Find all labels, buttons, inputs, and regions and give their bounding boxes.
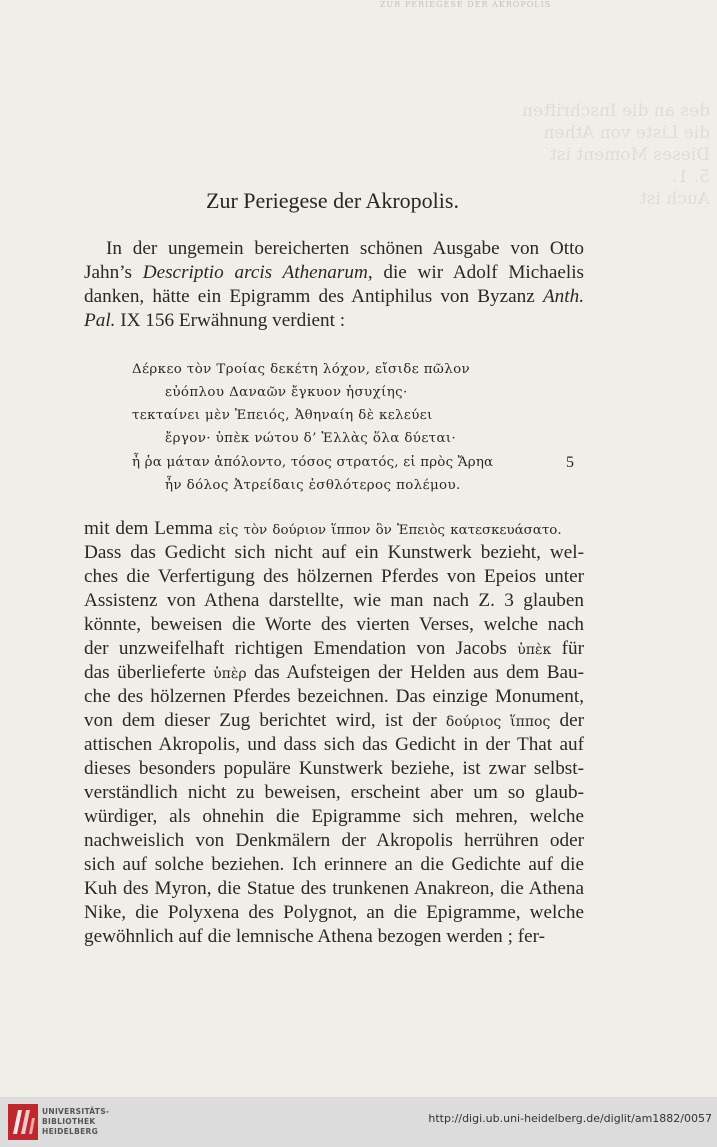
text-line: Nike, die Polyxena des Polygnot, an die Epigramme, welche <box>84 902 584 923</box>
text-line: Kuh des Myron, die Statue des trunkenen Anakreon, die Athena <box>84 878 584 899</box>
text-line: In der ungemein bereicherten schönen Ausgabe von Otto <box>106 238 584 259</box>
greek-lemma: εἰς τὸν δούριον ἵππον ὃν Ἐπειὸς κατεσκευάσατο. <box>218 523 562 538</box>
text-line: sich auf solche beziehen. Ich erinnere an die Gedichte auf die <box>84 854 584 875</box>
text-line: Pal. IX 156 Erwähnung verdient : <box>84 310 346 331</box>
text-line: könnte, beweisen die Worte des vierten Verses, welche nach <box>84 614 584 635</box>
text-line: verständlich nicht zu beweisen, erscheint aber um so glaub- <box>84 782 584 803</box>
text-line: der unzweifelhaft richtigen Emendation von Jacobs ὑπὲκ für <box>84 638 584 659</box>
verse-line: ἦ ῥα μάταν ἀπόλοντο, τόσος στρατός, εἰ πρὸς Ἄρηα <box>132 455 494 470</box>
text-line: mit dem Lemma εἰς τὸν δούριον ἵππον ὃν Ἐπειὸς κατεσκευάσατο. <box>84 518 562 539</box>
text-line: von dem dieser Zug berichtet wird, ist der δούριος ἵππος der <box>84 710 585 731</box>
verse-line: εὐόπλου Δαναῶν ἔγκυον ἡσυχίης· <box>165 385 408 400</box>
verse-line: ἦν δόλος Ἀτρείδαις ἐσθλότερος πολέμου. <box>165 478 461 493</box>
greek-word: δούριος ἵππος <box>445 714 551 730</box>
anthology-abbrev: Anth. <box>542 286 584 307</box>
anthology-abbrev: Pal. <box>84 310 116 331</box>
text-line: dieses besonders populäre Kunstwerk beziehe, ist zwar selbst- <box>84 758 584 779</box>
text-line: würdiger, als ohnehin die Epigramme sich mehren, welche <box>84 806 584 827</box>
text-line: Dass das Gedicht sich nicht auf ein Kunstwerk bezieht, wel- <box>84 542 584 563</box>
text-line: gewöhnlich auf die lemnische Athena bezogen werden ; fer- <box>84 926 545 947</box>
verse-line: ἔργον· ὑπὲκ νώτου δ’ Ἑλλὰς ὅλα δύεται· <box>165 431 457 446</box>
text-line: che des hölzernen Pferdes bezeichnen. Das einzige Monument, <box>84 686 584 707</box>
library-logo-icon[interactable] <box>8 1104 38 1140</box>
verse-number: 5 <box>566 454 574 471</box>
footer-bar <box>0 1097 717 1147</box>
book-title: Descriptio arcis Athenarum <box>142 262 368 283</box>
body-paragraph <box>84 517 584 949</box>
greek-word: ὑπὲρ <box>213 666 247 682</box>
text-line: nachweislich von Denkmälern der Akropolis herrühren oder <box>84 830 584 851</box>
text-line: attischen Akropolis, und dass sich das Gedicht in der That auf <box>84 734 584 755</box>
bleed-through-text: des an die Inschriften die Liste von Athen Dieses Moment ist 5. 1. Auch ist <box>522 101 710 209</box>
library-name: UNIVERSITÄTS- BIBLIOTHEK HEIDELBERG <box>42 1107 110 1136</box>
text-line: das überlieferte ὑπὲρ das Aufsteigen der Helden aus dem Bau- <box>84 662 584 683</box>
verse-line: Δέρκεο τὸν Τροίας δεκέτη λόχον, εἴσιδε πῶλον <box>132 362 471 377</box>
text-line: ches die Verfertigung des hölzernen Pferdes von Epeios unter <box>84 566 584 587</box>
permalink-url[interactable]: http://digi.ub.uni-heidelberg.de/diglit/am1882/0057 <box>428 1112 712 1125</box>
verse-line: τεκταίνει μὲν Ἐπειός, Ἀθηναίη δὲ κελεύει <box>132 408 433 423</box>
page-title: Zur Periegese der Akropolis. <box>206 188 459 213</box>
text-line: Assistenz von Athena darstellte, wie man nach Z. 3 glauben <box>84 590 584 611</box>
running-head-bleed: ZUR PERIEGESE DER AKROPOLIS <box>380 0 552 9</box>
greek-word: ὑπὲκ <box>517 642 552 658</box>
text-line: danken, hätte ein Epigramm des Antiphilus von Byzanz Anth. <box>84 286 584 307</box>
text-line: Jahn’s Descriptio arcis Athenarum, die wir Adolf Michaelis <box>84 262 584 283</box>
intro-paragraph <box>84 237 584 333</box>
